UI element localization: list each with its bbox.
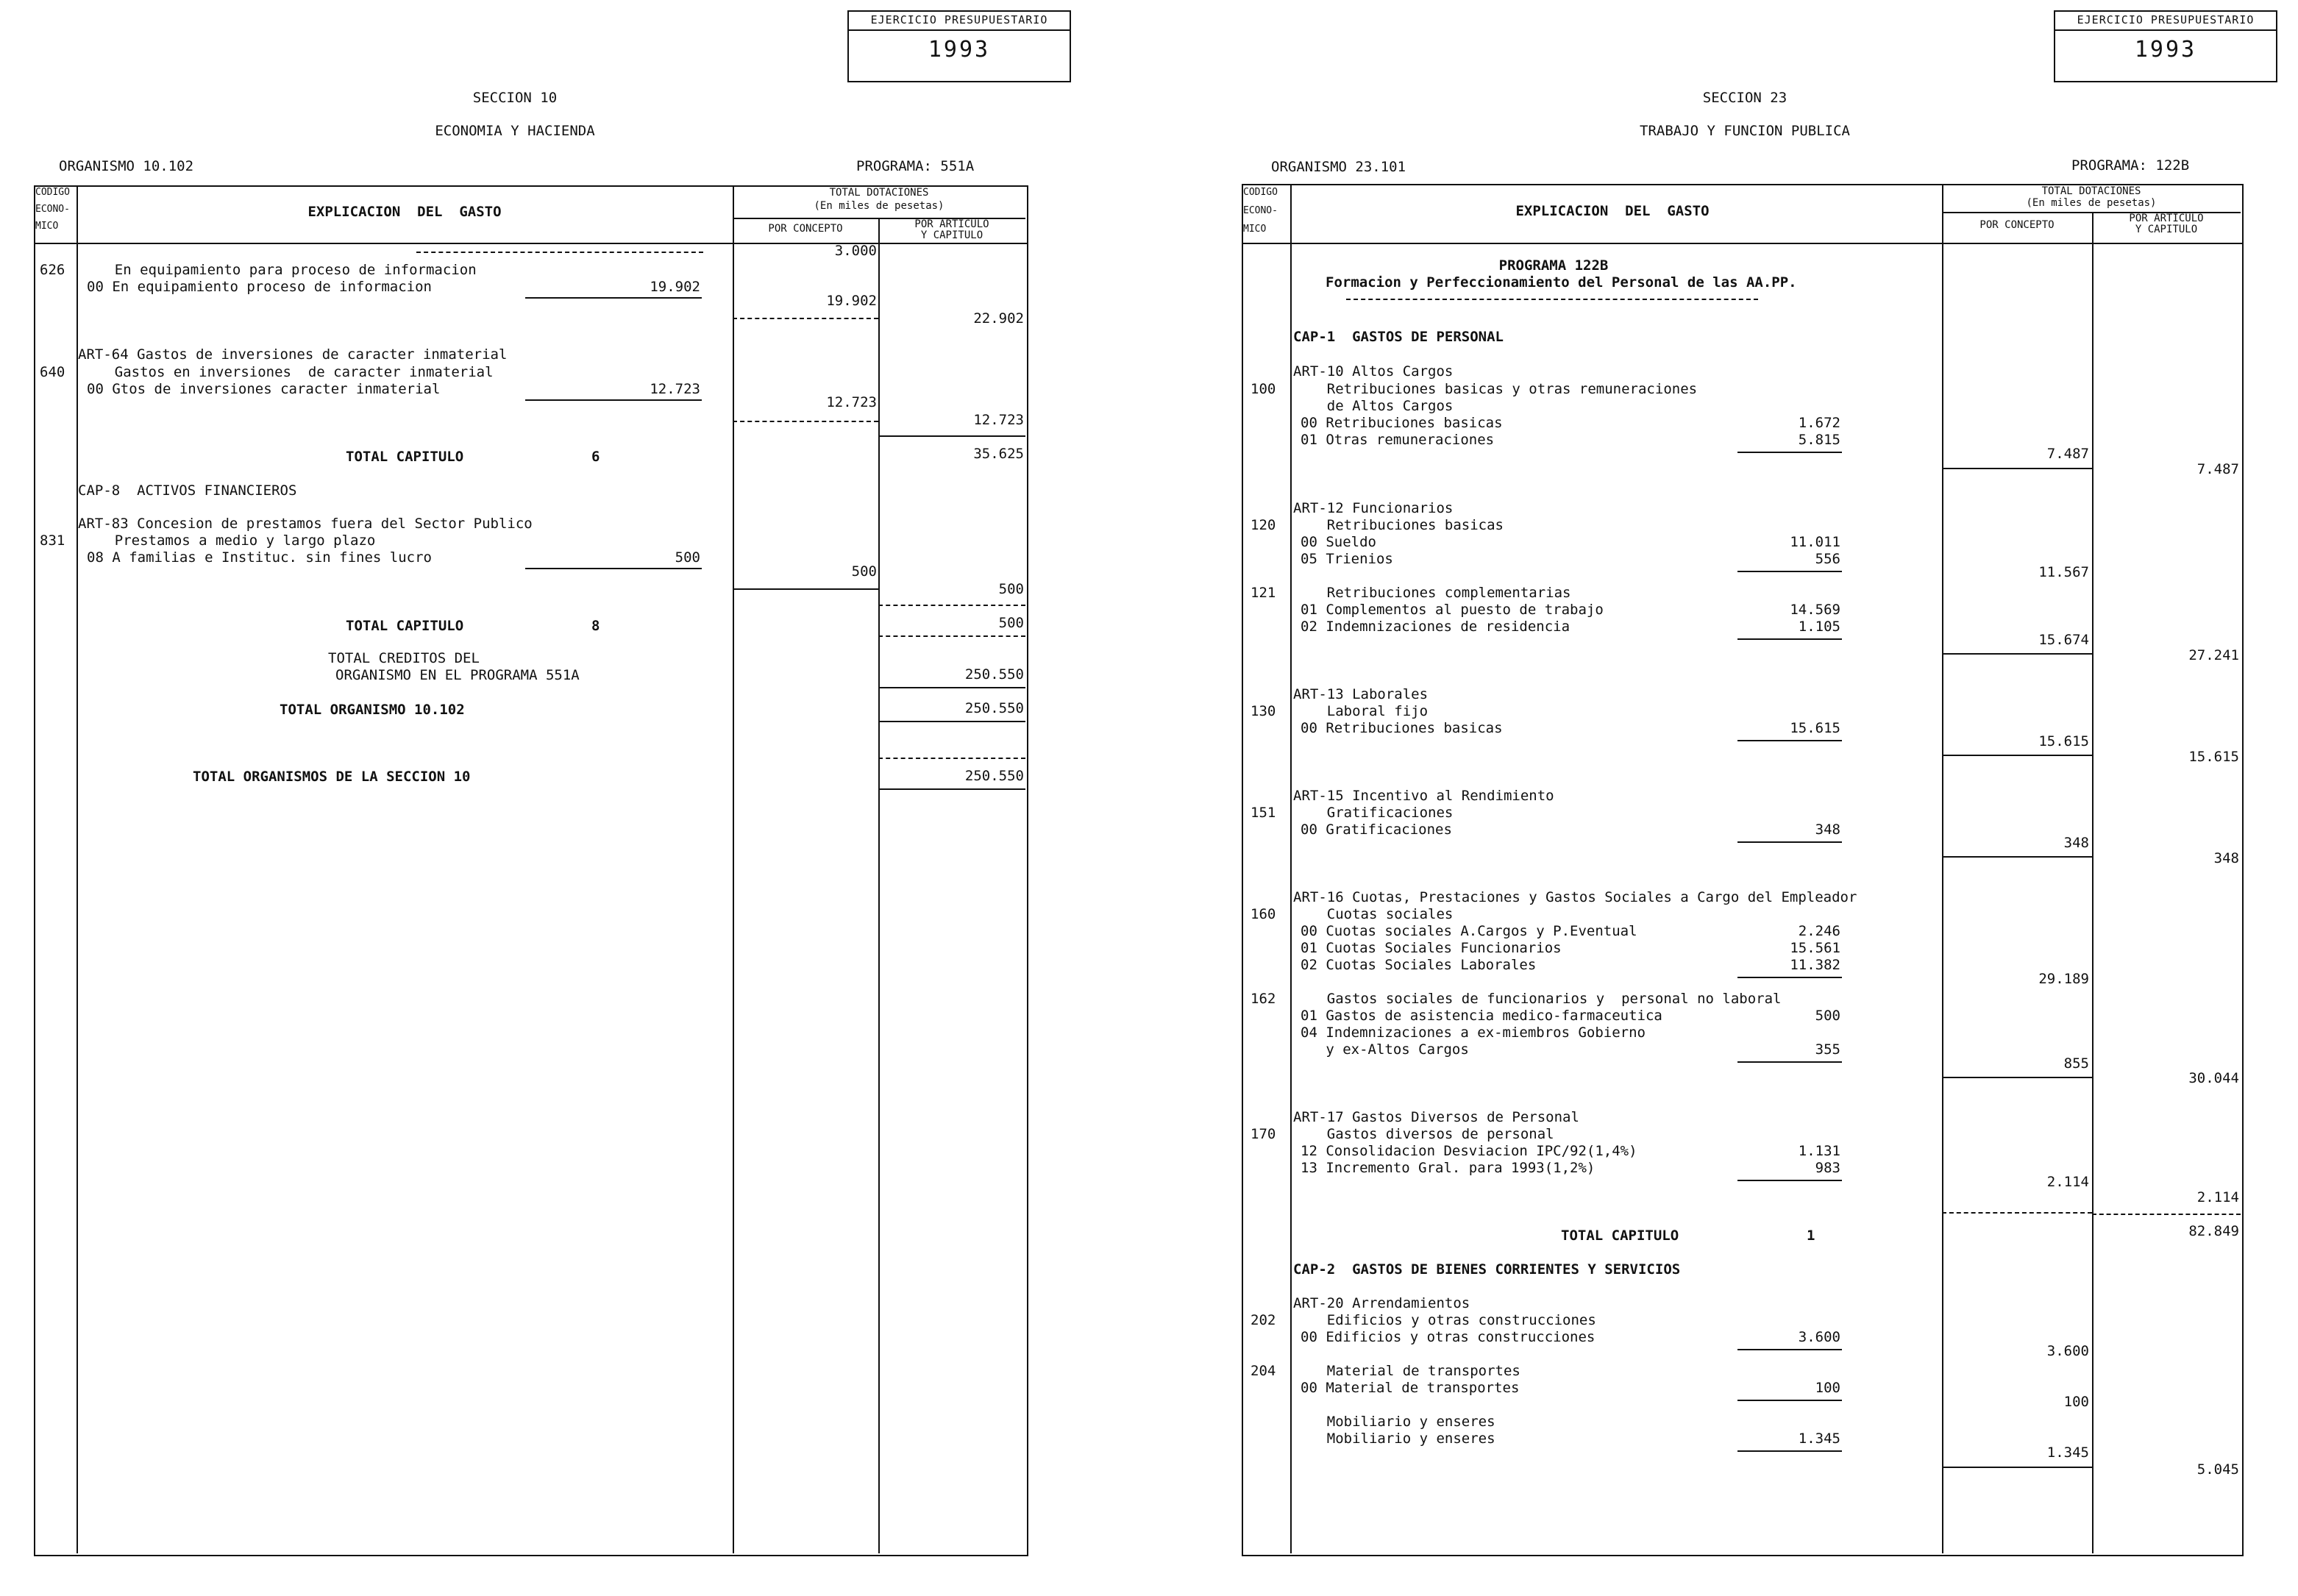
concepto-value: 11.567 [2038,564,2089,580]
row-text: 01 Otras remuneraciones [1301,432,1495,448]
row-amount: 15.561 [1790,940,1840,956]
concepto-value: 3.000 [834,243,877,259]
total-organismo-label: TOTAL ORGANISMO 10.102 [280,702,465,718]
row-text: TOTAL CREDITOS DEL [328,650,480,666]
row-text: 01 Cuotas Sociales Funcionarios [1301,940,1562,956]
row-code: 170 [1251,1126,1276,1142]
row-text: Retribuciones basicas [1293,517,1504,533]
row-amount: 500 [1815,1008,1840,1024]
row-amount: 1.131 [1798,1143,1840,1159]
row-text: 00 En equipamiento proceso de informacion [87,279,432,295]
articulo-value: 250.550 [964,666,1024,683]
row-text: de Altos Cargos [1293,398,1454,414]
col-explicacion: EXPLICACION DEL GASTO [307,204,502,220]
articulo-value: 348 [2213,850,2239,866]
col-articulo-2: Y CAPITULO [920,229,983,241]
concepto-value: 15.674 [2038,632,2089,648]
col-concepto: POR CONCEPTO [768,223,843,235]
col-total-2: (En miles de pesetas) [2026,197,2157,209]
row-amount: 12.723 [650,381,700,397]
concepto-value: 855 [2063,1055,2089,1072]
right-page [1149,0,2298,1596]
concepto-value: 2.114 [2046,1174,2089,1190]
row-text: Mobiliario y enseres [1293,1431,1495,1447]
articulo-value: 35.625 [973,446,1024,462]
concepto-value: 29.189 [2038,971,2089,987]
articulo-value: 12.723 [973,412,1024,428]
total-capitulo-num: 6 [591,449,600,465]
seccion-name: TRABAJO Y FUNCION PUBLICA [1640,123,1850,139]
total-capitulo-num: 1 [1807,1228,1815,1244]
row-code: 640 [40,364,65,380]
col-concepto: POR CONCEPTO [1979,219,2055,231]
col-total-2: (En miles de pesetas) [814,200,945,212]
articulo-value: 30.044 [2188,1070,2239,1086]
row-code: 831 [40,532,65,549]
year-label: EJERCICIO PRESUPUESTARIO [870,13,1048,26]
row-text: 01 Complementos al puesto de trabajo [1301,602,1604,618]
total-capitulo-label: TOTAL CAPITULO [346,618,464,634]
row-text: Mobiliario y enseres [1293,1414,1495,1430]
row-amount: 100 [1815,1380,1840,1396]
row-code: 100 [1251,381,1276,397]
row-text: Gastos sociales de funcionarios y personal no laboral [1293,991,1782,1007]
row-text: Retribuciones complementarias [1293,585,1571,601]
col-total-1: TOTAL DOTACIONES [2041,185,2141,197]
year-label: EJERCICIO PRESUPUESTARIO [2077,13,2255,26]
concepto-value: 12.723 [826,394,877,410]
row-amount: 556 [1815,551,1840,567]
total-capitulo-label: TOTAL CAPITULO [1561,1228,1679,1244]
row-amount: 983 [1815,1160,1840,1176]
row-code: 204 [1251,1363,1276,1379]
articulo-value: 500 [998,581,1024,597]
seccion-title: SECCION 10 [472,90,558,106]
row-amount: 1.105 [1798,619,1840,635]
row-code: 626 [40,262,65,278]
row-text: 04 Indemnizaciones a ex-miembros Gobierno [1301,1025,1646,1041]
row-amount: 355 [1815,1041,1840,1058]
row-amount: 348 [1815,822,1840,838]
col-codigo-3: MICO [1243,224,1267,235]
capitulo-heading: CAP-1 GASTOS DE PERSONAL [1293,329,1504,345]
row-amount: 5.815 [1798,432,1840,448]
year-box [847,10,1071,82]
row-text: Gratificaciones [1293,805,1454,821]
row-text: 00 Sueldo [1301,534,1376,550]
total-capitulo-label: TOTAL CAPITULO [346,449,464,465]
row-amount: 19.902 [650,279,700,295]
row-text: 00 Gtos de inversiones caracter inmaterial [87,381,441,397]
row-text: ART-16 Cuotas, Prestaciones y Gastos Sociales a Cargo del Empleador [1293,889,1857,905]
row-text: Material de transportes [1293,1363,1520,1379]
articulo-value: 500 [998,615,1024,631]
concepto-value: 100 [2063,1394,2089,1410]
total-seccion-label: TOTAL ORGANISMOS DE LA SECCION 10 [193,769,471,785]
concepto-value: 500 [851,563,877,580]
articulo-value: 250.550 [964,768,1024,784]
program-title: PROGRAMA 122B [1498,257,1609,274]
row-text: 00 Gratificaciones [1301,822,1452,838]
organismo: ORGANISMO 10.102 [59,158,194,174]
year-value: 1993 [2134,37,2197,63]
articulo-value: 15.615 [2188,749,2239,765]
row-amount: 1.672 [1798,415,1840,431]
col-codigo-1: CODIGO [35,187,70,198]
row-amount: 15.615 [1790,720,1840,736]
row-amount: 500 [675,549,700,566]
row-amount: 3.600 [1798,1329,1840,1345]
concepto-value: 19.902 [826,293,877,309]
seccion-title: SECCION 23 [1702,90,1787,106]
row-text: ART-10 Altos Cargos [1293,363,1454,380]
concepto-value: 3.600 [2046,1343,2089,1359]
row-text: 00 Edificios y otras construcciones [1301,1329,1596,1345]
organismo: ORGANISMO 23.101 [1271,159,1406,175]
row-code: 151 [1251,805,1276,821]
concepto-value: 1.345 [2046,1444,2089,1461]
row-text: 00 Retribuciones basicas [1301,415,1503,431]
concepto-value: 348 [2063,835,2089,851]
capitulo-heading: CAP-2 GASTOS DE BIENES CORRIENTES Y SERVICIOS [1293,1261,1681,1278]
year-box [2054,10,2277,82]
row-code: 160 [1251,906,1276,922]
row-text: y ex-Altos Cargos [1301,1041,1469,1058]
articulo-value: 2.114 [2196,1189,2239,1205]
row-code: 202 [1251,1312,1276,1328]
row-text: ORGANISMO EN EL PROGRAMA 551A [335,667,580,683]
row-text: Edificios y otras construcciones [1293,1312,1596,1328]
row-amount: 2.246 [1798,923,1840,939]
articulo-value: 5.045 [2196,1461,2239,1478]
row-text: 13 Incremento Gral. para 1993(1,2%) [1301,1160,1596,1176]
col-total-1: TOTAL DOTACIONES [829,187,929,199]
concepto-value: 7.487 [2046,446,2089,462]
seccion-name: ECONOMIA Y HACIENDA [435,123,595,139]
row-text: ART-20 Arrendamientos [1293,1295,1470,1311]
col-codigo-3: MICO [35,221,59,232]
row-code: 162 [1251,991,1276,1007]
row-text: CAP-8 ACTIVOS FINANCIEROS [78,482,297,499]
row-code: 130 [1251,703,1276,719]
row-text: Prestamos a medio y largo plazo [81,532,376,549]
programa: PROGRAMA: 122B [2071,157,2190,174]
articulo-value: 250.550 [964,700,1024,716]
col-codigo-2: ECONO- [35,204,70,215]
row-text: Retribuciones basicas y otras remuneraciones [1293,381,1698,397]
row-text: 05 Trienios [1301,551,1393,567]
row-text: ART-12 Funcionarios [1293,500,1454,516]
row-text: ART-83 Concesion de prestamos fuera del Sector Publico [78,516,533,532]
programa: PROGRAMA: 551A [856,158,975,174]
row-text: ART-17 Gastos Diversos de Personal [1293,1109,1579,1125]
row-text: Gastos diversos de personal [1293,1126,1554,1142]
row-text: ART-64 Gastos de inversiones de caracter inmaterial [78,346,508,363]
col-codigo-2: ECONO- [1243,205,1278,216]
row-amount: 14.569 [1790,602,1840,618]
row-text: 01 Gastos de asistencia medico-farmaceutica [1301,1008,1662,1024]
concepto-value: 15.615 [2038,733,2089,749]
row-text: 02 Indemnizaciones de residencia [1301,619,1570,635]
row-amount: 11.382 [1790,957,1840,973]
row-text: 00 Cuotas sociales A.Cargos y P.Eventual [1301,923,1637,939]
row-text: 00 Material de transportes [1301,1380,1520,1396]
row-text: 00 Retribuciones basicas [1301,720,1503,736]
row-text: 12 Consolidacion Desviacion IPC/92(1,4%) [1301,1143,1637,1159]
total-capitulo-num: 8 [591,618,600,634]
row-text: Gastos en inversiones de caracter inmaterial [81,364,494,380]
year-value: 1993 [928,37,991,63]
row-text: En equipamiento para proceso de informacion [81,262,477,278]
articulo-value: 82.849 [2188,1223,2239,1239]
row-text: Laboral fijo [1293,703,1429,719]
row-text: 08 A familias e Instituc. sin fines lucro [87,549,432,566]
col-articulo-1: POR ARTICULO [2129,213,2204,224]
row-text: ART-15 Incentivo al Rendimiento [1293,788,1554,804]
articulo-value: 7.487 [2196,461,2239,477]
row-amount: 1.345 [1798,1431,1840,1447]
articulo-value: 22.902 [973,310,1024,327]
col-articulo-1: POR ARTICULO [914,218,989,230]
col-explicacion: EXPLICACION DEL GASTO [1515,203,1710,219]
row-text: 02 Cuotas Sociales Laborales [1301,957,1537,973]
row-amount: 11.011 [1790,534,1840,550]
row-code: 121 [1251,585,1276,601]
row-text: Cuotas sociales [1293,906,1454,922]
row-code: 120 [1251,517,1276,533]
articulo-value: 27.241 [2188,647,2239,663]
col-articulo-2: Y CAPITULO [2135,224,2198,235]
row-text: ART-13 Laborales [1293,686,1429,702]
col-codigo-1: CODIGO [1243,187,1278,198]
program-description: Formacion y Perfeccionamiento del Personal de las AA.PP. [1326,274,1797,291]
